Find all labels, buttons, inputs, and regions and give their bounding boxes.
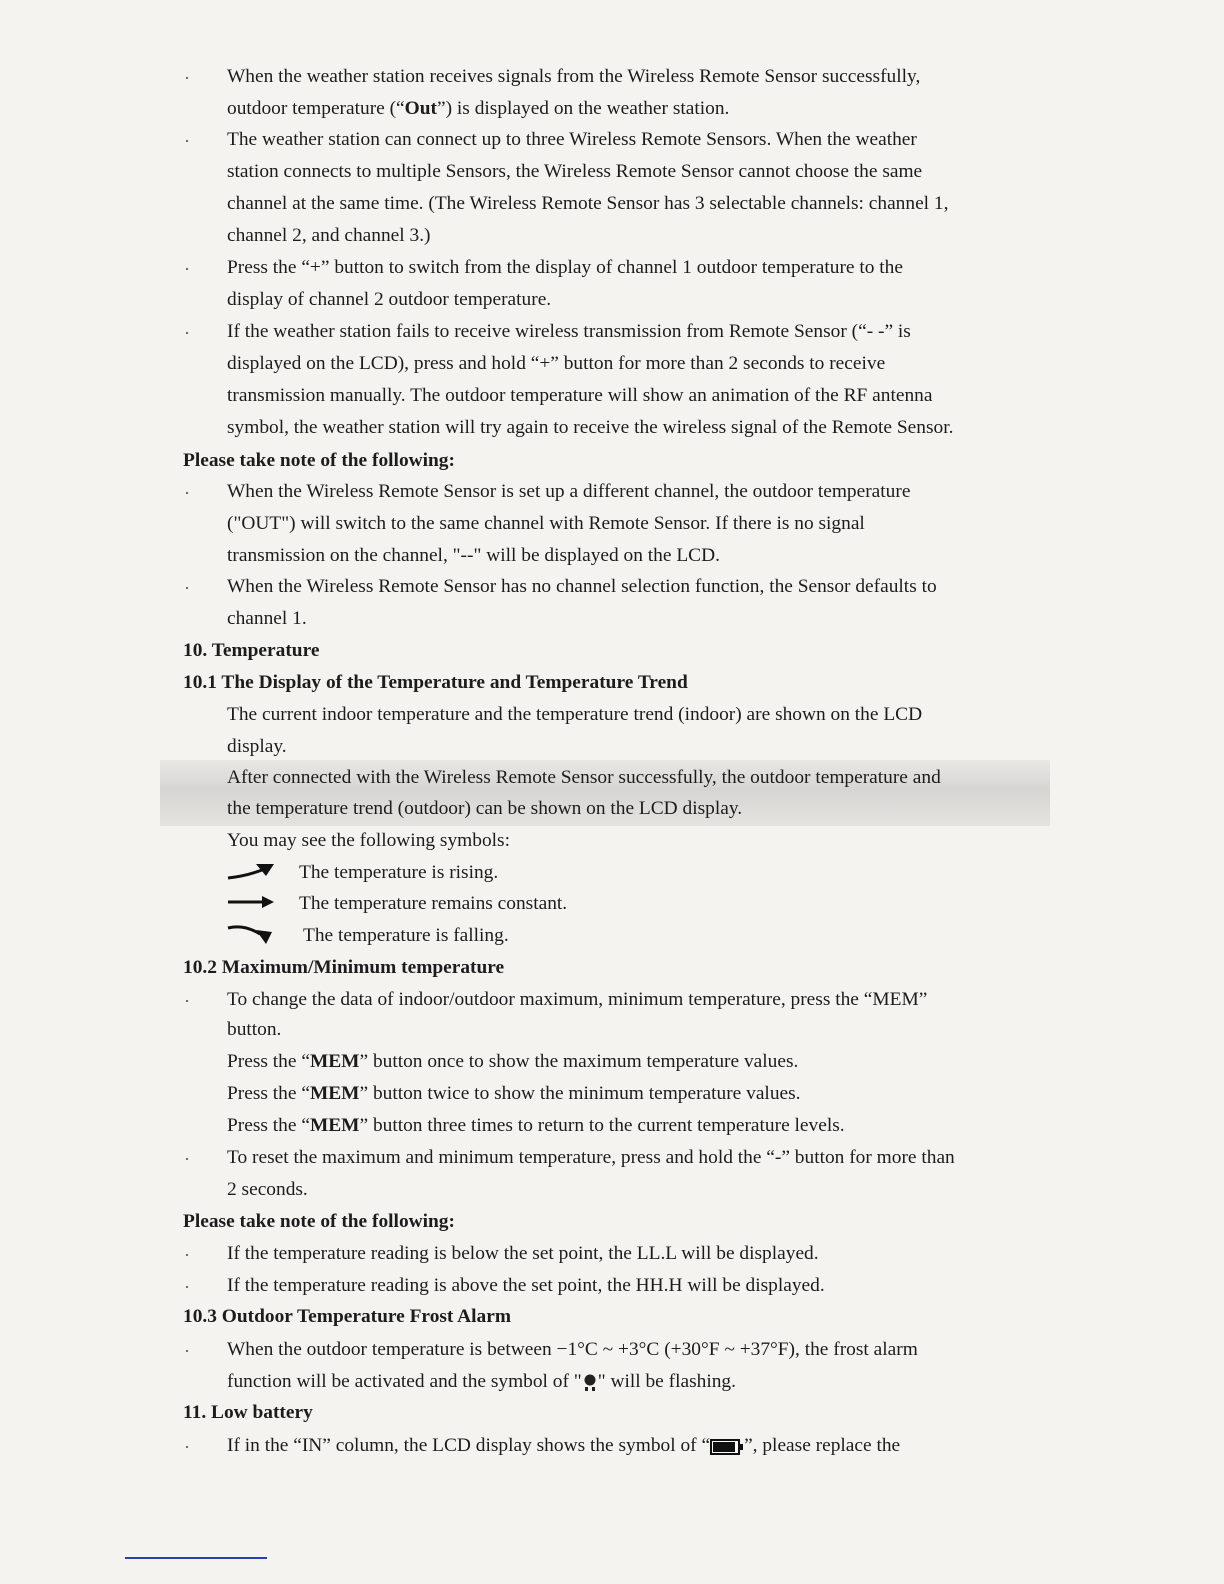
battery-icon <box>710 1438 744 1456</box>
text-line: the temperature trend (outdoor) can be shown on the LCD display. <box>227 798 743 819</box>
trend-constant-icon <box>226 893 278 911</box>
text-line: station connects to multiple Sensors, the Wireless Remote Sensor cannot choose the same <box>227 161 923 182</box>
footnote-rule <box>125 1557 267 1559</box>
text-line: If the temperature reading is above the set point, the HH.H will be displayed. <box>227 1275 825 1296</box>
text-line: function will be activated and the symbol of " " will be flashing. <box>227 1371 736 1392</box>
bullet: · <box>184 1437 190 1457</box>
section-heading: 10. Temperature <box>183 640 320 661</box>
bullet: · <box>184 131 190 151</box>
text-line: displayed on the LCD), press and hold “+” button for more than 2 seconds to receive <box>227 353 886 374</box>
text-line: ("OUT") will switch to the same channel with Remote Sensor. If there is no signal <box>227 513 865 534</box>
text-line: If the weather station fails to receive wireless transmission from Remote Sensor (“- -” is <box>227 321 911 342</box>
text-line: channel 1. <box>227 608 307 629</box>
text-line: Press the “MEM” button twice to show the minimum temperature values. <box>227 1083 801 1104</box>
frost-alarm-icon <box>582 1373 598 1393</box>
bullet: · <box>184 259 190 279</box>
text-line: channel at the same time. (The Wireless Remote Sensor has 3 selectable channels: channel 1, <box>227 193 949 214</box>
text-line: You may see the following symbols: <box>227 830 510 851</box>
trend-falling-label: The temperature is falling. <box>303 925 509 946</box>
section-heading: 11. Low battery <box>183 1402 313 1423</box>
text-line: When the outdoor temperature is between −1°C ~ +3°C (+30°F ~ +37°F), the frost alarm <box>227 1339 918 1360</box>
bullet: · <box>184 68 190 88</box>
text-line: When the weather station receives signals from the Wireless Remote Sensor successfully, <box>227 66 921 87</box>
text-line: button. <box>227 1019 282 1040</box>
text-line: To reset the maximum and minimum temperature, press and hold the “-” button for more than <box>227 1147 955 1168</box>
subsection-heading: 10.3 Outdoor Temperature Frost Alarm <box>183 1306 512 1327</box>
text-line: To change the data of indoor/outdoor maximum, minimum temperature, press the “MEM” <box>227 989 928 1010</box>
text-line: When the Wireless Remote Sensor is set up a different channel, the outdoor temperature <box>227 481 911 502</box>
bullet: · <box>184 323 190 343</box>
text-line: If the temperature reading is below the set point, the LL.L will be displayed. <box>227 1243 819 1264</box>
text-line: 2 seconds. <box>227 1179 308 1200</box>
subsection-heading: 10.2 Maximum/Minimum temperature <box>183 957 505 978</box>
text-line: When the Wireless Remote Sensor has no channel selection function, the Sensor defaults to <box>227 576 937 597</box>
text-line: transmission on the channel, "--" will be displayed on the LCD. <box>227 545 720 566</box>
text-line: Press the “MEM” button three times to return to the current temperature levels. <box>227 1115 845 1136</box>
bullet: · <box>184 578 190 598</box>
bullet: · <box>184 1277 190 1297</box>
bullet: · <box>184 483 190 503</box>
bullet: · <box>184 991 190 1011</box>
text-line: If in the “IN” column, the LCD display shows the symbol of “ ”, please replace the <box>227 1435 901 1456</box>
text-line: Press the “+” button to switch from the display of channel 1 outdoor temperature to the <box>227 257 903 278</box>
bullet: · <box>184 1341 190 1361</box>
text-line: Press the “MEM” button once to show the maximum temperature values. <box>227 1051 799 1072</box>
note-heading: Please take note of the following: <box>183 450 455 471</box>
trend-falling-icon <box>226 922 280 946</box>
trend-rising-label: The temperature is rising. <box>299 862 499 883</box>
text-line: display. <box>227 736 287 757</box>
bullet: · <box>184 1149 190 1169</box>
text-line: transmission manually. The outdoor temperature will show an animation of the RF antenna <box>227 385 933 406</box>
trend-constant-label: The temperature remains constant. <box>299 893 568 914</box>
text-line: The weather station can connect up to three Wireless Remote Sensors. When the weather <box>227 129 917 150</box>
subsection-heading: 10.1 The Display of the Temperature and Temperature Trend <box>183 672 688 693</box>
trend-rising-icon <box>226 860 278 882</box>
note-heading: Please take note of the following: <box>183 1211 455 1232</box>
bullet: · <box>184 1245 190 1265</box>
text-line: outdoor temperature (“Out”) is displayed on the weather station. <box>227 98 730 119</box>
text-line: channel 2, and channel 3.) <box>227 225 431 246</box>
text-line: After connected with the Wireless Remote Sensor successfully, the outdoor temperature and <box>227 767 941 788</box>
text-line: display of channel 2 outdoor temperature. <box>227 289 552 310</box>
text-line: symbol, the weather station will try again to receive the wireless signal of the Remote Sensor. <box>227 417 954 438</box>
text-line: The current indoor temperature and the temperature trend (indoor) are shown on the LCD <box>227 704 923 725</box>
